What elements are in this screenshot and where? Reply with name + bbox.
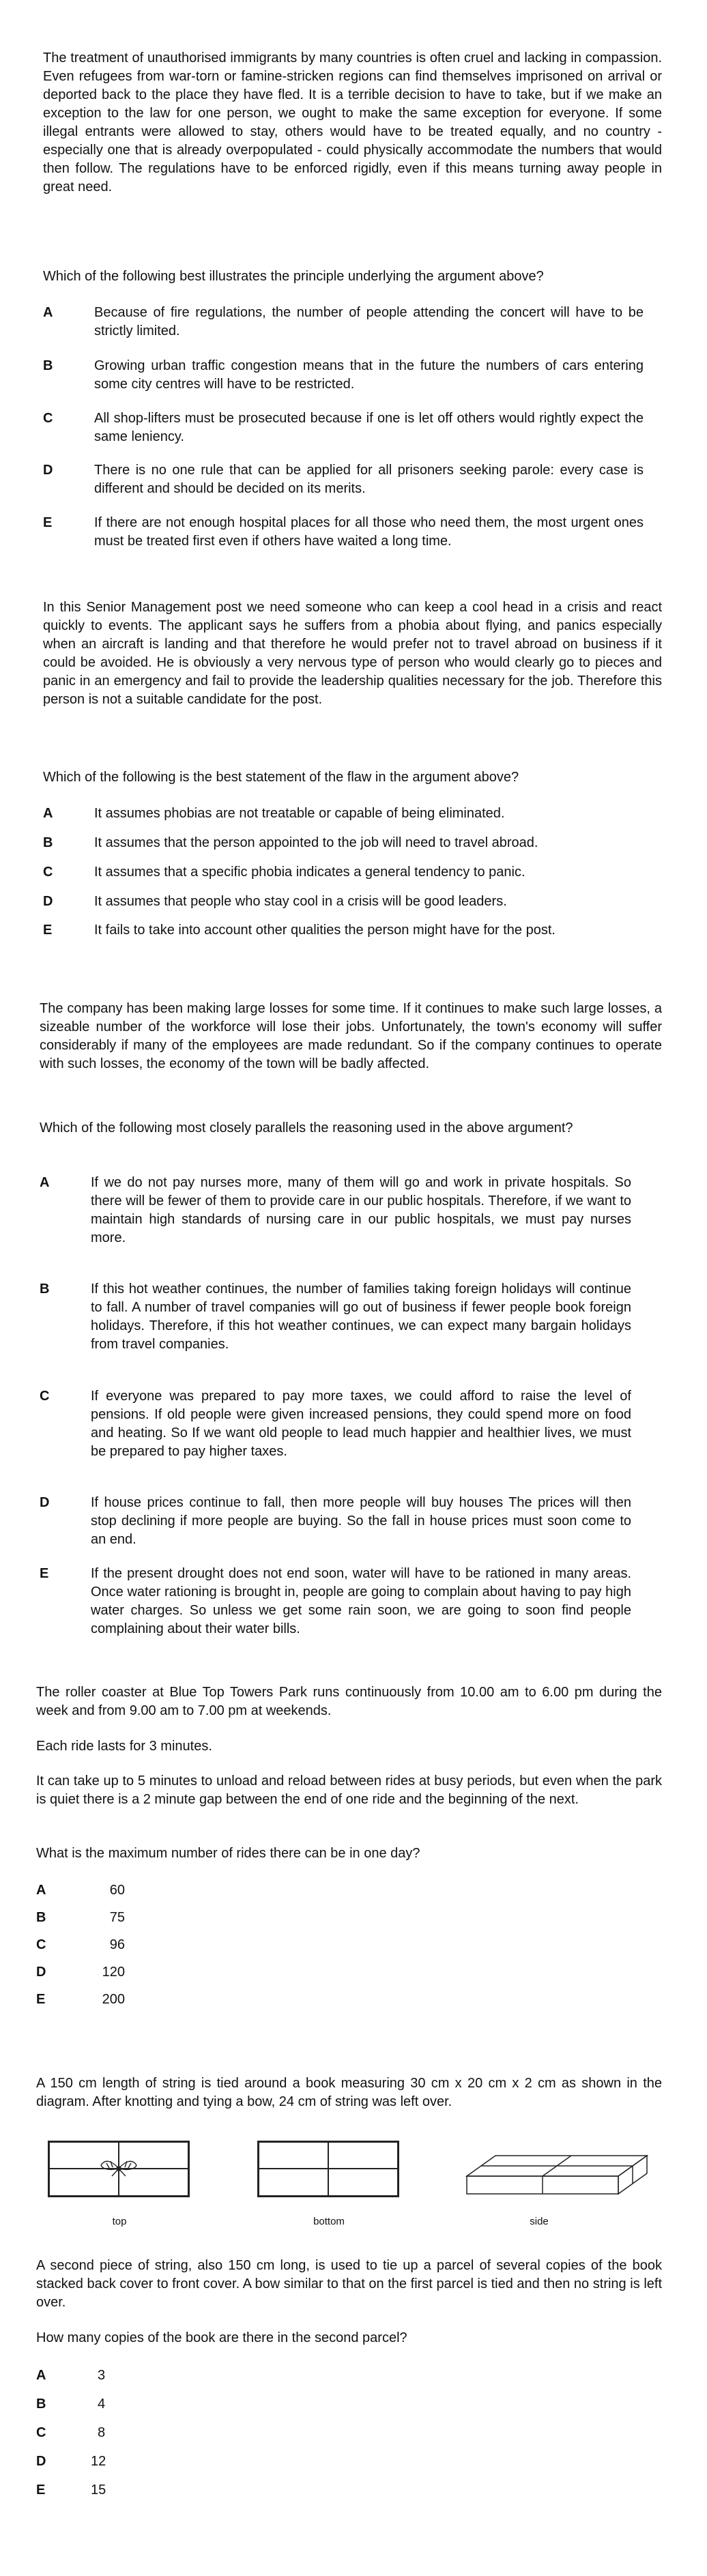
option-letter: A xyxy=(43,806,53,821)
book-side-view-diagram xyxy=(464,2141,652,2202)
q5-passage-1: A 150 cm length of string is tied around a book measuring 30 cm x 20 cm x 2 cm as shown in the diagram. After knotting and tying a bow, 24 cm of string was left over. xyxy=(36,2076,662,2109)
option-letter: C xyxy=(36,1937,46,1952)
q3-option-d[interactable] xyxy=(40,1494,631,1549)
option-letter: A xyxy=(36,1883,46,1898)
option-letter: D xyxy=(43,894,53,909)
option-value: 15 xyxy=(91,2483,106,2498)
option-value: 8 xyxy=(98,2425,106,2440)
q5-option-b[interactable] xyxy=(36,2395,132,2414)
option-text: There is no one rule that can be applied for all prisoners seeking parole: every case is different and should be decided on its merits. xyxy=(94,463,644,496)
q1-option-d[interactable] xyxy=(43,461,644,498)
q2-passage: In this Senior Management post we need someone who can keep a cool head in a crisis and react quickly to events. The applicant says he suffers from a phobia about flying, and panics especially when an aircraft is landing and that therefore he would prefer not to travel abroad on business if it could be avoided. He is obviously a very nervous type of person who would clearly go to pieces and panic in an emergency and fail to provide the leadership qualities necessary for the job. Therefore this person is not a suitable candidate for the post. xyxy=(43,600,662,707)
option-text: If the present drought does not end soon, water will have to be rationed in many areas. Once water rationing is brought in, people are going to complain about having to pay high water charges. So unless we get some rain soon, we are going to soon find people complaining about their water bills. xyxy=(91,1566,631,1636)
q4-option-a[interactable] xyxy=(36,1881,125,1900)
option-text: If we do not pay nurses more, many of them will go and work in private hospitals. So there will be fewer of them to provide care in our public hospitals. Therefore, if we want to maintain high standards of nursing care in our public hospitals, we must pay nurses more. xyxy=(91,1175,631,1245)
q4-question: What is the maximum number of rides there can be in one day? xyxy=(36,1846,420,1861)
option-letter: E xyxy=(36,1992,46,2007)
option-letter: C xyxy=(36,2425,46,2440)
q3-option-e[interactable] xyxy=(40,1565,631,1638)
option-letter: E xyxy=(43,515,53,530)
option-letter: B xyxy=(36,1910,46,1925)
q5-option-a[interactable] xyxy=(36,2367,132,2385)
q4-passage-2: Each ride lasts for 3 minutes. xyxy=(36,1739,212,1754)
option-value: 75 xyxy=(109,1910,125,1925)
q4-passage-1: The roller coaster at Blue Top Towers Park runs continuously from 10.00 am to 6.00 pm during the week and from 9.00 am to 7.00 pm at weekends. xyxy=(36,1685,662,1718)
q1-option-a[interactable] xyxy=(43,304,644,341)
q4-option-d[interactable] xyxy=(36,1963,125,1982)
option-letter: C xyxy=(43,865,53,880)
option-text: If house prices continue to fall, then more people will buy houses The prices will then stop declining if more people are buying. So the fall in house prices must soon come to an end. xyxy=(91,1495,631,1547)
option-text: If there are not enough hospital places for all those who need them, the most urgent ones must be treated first even if others have waited a long time. xyxy=(94,515,644,549)
option-letter: B xyxy=(43,358,53,373)
q3-option-b[interactable] xyxy=(40,1280,631,1354)
q1-option-c[interactable] xyxy=(43,409,644,446)
q2-option-e[interactable] xyxy=(43,921,644,940)
q5-question: How many copies of the book are there in the second parcel? xyxy=(36,2330,407,2345)
option-letter: C xyxy=(40,1389,50,1404)
q2-option-b[interactable] xyxy=(43,834,644,852)
q3-option-a[interactable] xyxy=(40,1174,631,1247)
option-letter: E xyxy=(36,2483,46,2498)
q1-question: Which of the following best illustrates the principle underlying the argument above? xyxy=(43,269,544,284)
option-text: It assumes that people who stay cool in a crisis will be good leaders. xyxy=(94,894,507,909)
q3-question: Which of the following most closely parallels the reasoning used in the above argument? xyxy=(40,1120,573,1135)
option-letter: B xyxy=(36,2397,46,2412)
option-letter: A xyxy=(40,1175,50,1190)
q4-passage-3: It can take up to 5 minutes to unload and reload between rides at busy periods, but even when the park is quiet there is a 2 minute gap between the end of one ride and the beginning of the next. xyxy=(36,1774,662,1807)
q2-question: Which of the following is the best statement of the flaw in the argument above? xyxy=(43,770,519,785)
option-letter: E xyxy=(40,1566,49,1581)
q1-passage: The treatment of unauthorised immigrants by many countries is often cruel and lacking in compassion. Even refugees from war-torn or famine-stricken regions can find themselves imprisoned on arrival or deported back to the place they have fled. It is a terrible decision to have to take, but if we make an exception to the law for one person, we ought to make the same exception for everyone. If some illegal entrants were allowed to stay, others would have to be treated equally, and no country - especially one that is already overpopulated - could physically accommodate the numbers that would then follow. The regulations have to be enforced rigidly, even if this means turning away people in great need. xyxy=(43,50,662,194)
q4-option-b[interactable] xyxy=(36,1909,125,1927)
q3-option-c[interactable] xyxy=(40,1387,631,1461)
option-letter: C xyxy=(43,411,53,426)
q1-option-e[interactable] xyxy=(43,514,644,551)
option-value: 12 xyxy=(91,2454,106,2469)
option-text: It assumes that a specific phobia indicates a general tendency to panic. xyxy=(94,865,525,880)
q2-option-c[interactable] xyxy=(43,863,644,882)
book-bottom-view-diagram xyxy=(257,2141,401,2202)
option-letter: D xyxy=(36,1965,46,1980)
option-text: It fails to take into account other qualities the person might have for the post. xyxy=(94,923,556,938)
q5-passage-2: A second piece of string, also 150 cm long, is used to tie up a parcel of several copies of the book stacked back cover to front cover. A bow similar to that on the first parcel is tied and then no string is left over. xyxy=(36,2258,662,2310)
caption-top: top xyxy=(112,2216,127,2227)
option-value: 60 xyxy=(109,1883,125,1898)
option-text: If everyone was prepared to pay more taxes, we could afford to raise the level of pensions. If old people were given increased pensions, they could spend more on food and heating. So If we want old people to lead much happier and healthier lives, we must be prepared to pay higher taxes. xyxy=(91,1389,631,1459)
caption-side: side xyxy=(530,2216,549,2227)
q1-option-b[interactable] xyxy=(43,357,644,394)
q2-option-d[interactable] xyxy=(43,893,644,911)
q5-option-d[interactable] xyxy=(36,2452,125,2471)
option-letter: B xyxy=(40,1282,50,1297)
option-text: It assumes that the person appointed to the job will need to travel abroad. xyxy=(94,835,538,850)
option-letter: A xyxy=(36,2368,46,2383)
option-letter: E xyxy=(43,923,53,938)
option-value: 3 xyxy=(98,2368,106,2383)
option-letter: D xyxy=(36,2454,46,2469)
option-letter: B xyxy=(43,835,53,850)
option-text: Growing urban traffic congestion means that in the future the numbers of cars entering some city centres will have to be restricted. xyxy=(94,358,644,392)
caption-bottom: bottom xyxy=(313,2216,345,2227)
book-top-view-diagram xyxy=(48,2141,191,2202)
option-letter: D xyxy=(43,463,53,478)
q4-option-e[interactable] xyxy=(36,1991,125,2009)
q3-passage: The company has been making large losses for some time. If it continues to make such large losses, a sizeable number of the workforce will lose their jobs. Unfortunately, the town's economy will suffer considerably if many of the employees are made redundant. So if the company continues to operate with such losses, the economy of the town will be badly affected. xyxy=(40,1001,662,1071)
q4-option-c[interactable] xyxy=(36,1936,125,1954)
option-value: 96 xyxy=(109,1937,125,1952)
q2-option-a[interactable] xyxy=(43,805,644,823)
option-text: Because of fire regulations, the number of people attending the concert will have to be strictly limited. xyxy=(94,305,644,338)
option-text: All shop-lifters must be prosecuted because if one is let off others would rightly expect the same leniency. xyxy=(94,411,644,444)
q5-option-e[interactable] xyxy=(36,2481,125,2500)
option-value: 4 xyxy=(98,2397,106,2412)
option-value: 200 xyxy=(102,1992,125,2007)
option-text: If this hot weather continues, the number of families taking foreign holidays will continue to fall. A number of travel companies will go out of business if fewer people book foreign holidays. Therefore, if this hot weather continues, we can expect many bargain holidays from travel companies. xyxy=(91,1282,631,1352)
option-letter: D xyxy=(40,1495,50,1510)
q5-option-c[interactable] xyxy=(36,2424,132,2442)
option-letter: A xyxy=(43,305,53,320)
option-text: It assumes phobias are not treatable or capable of being eliminated. xyxy=(94,806,505,821)
option-value: 120 xyxy=(102,1965,125,1980)
